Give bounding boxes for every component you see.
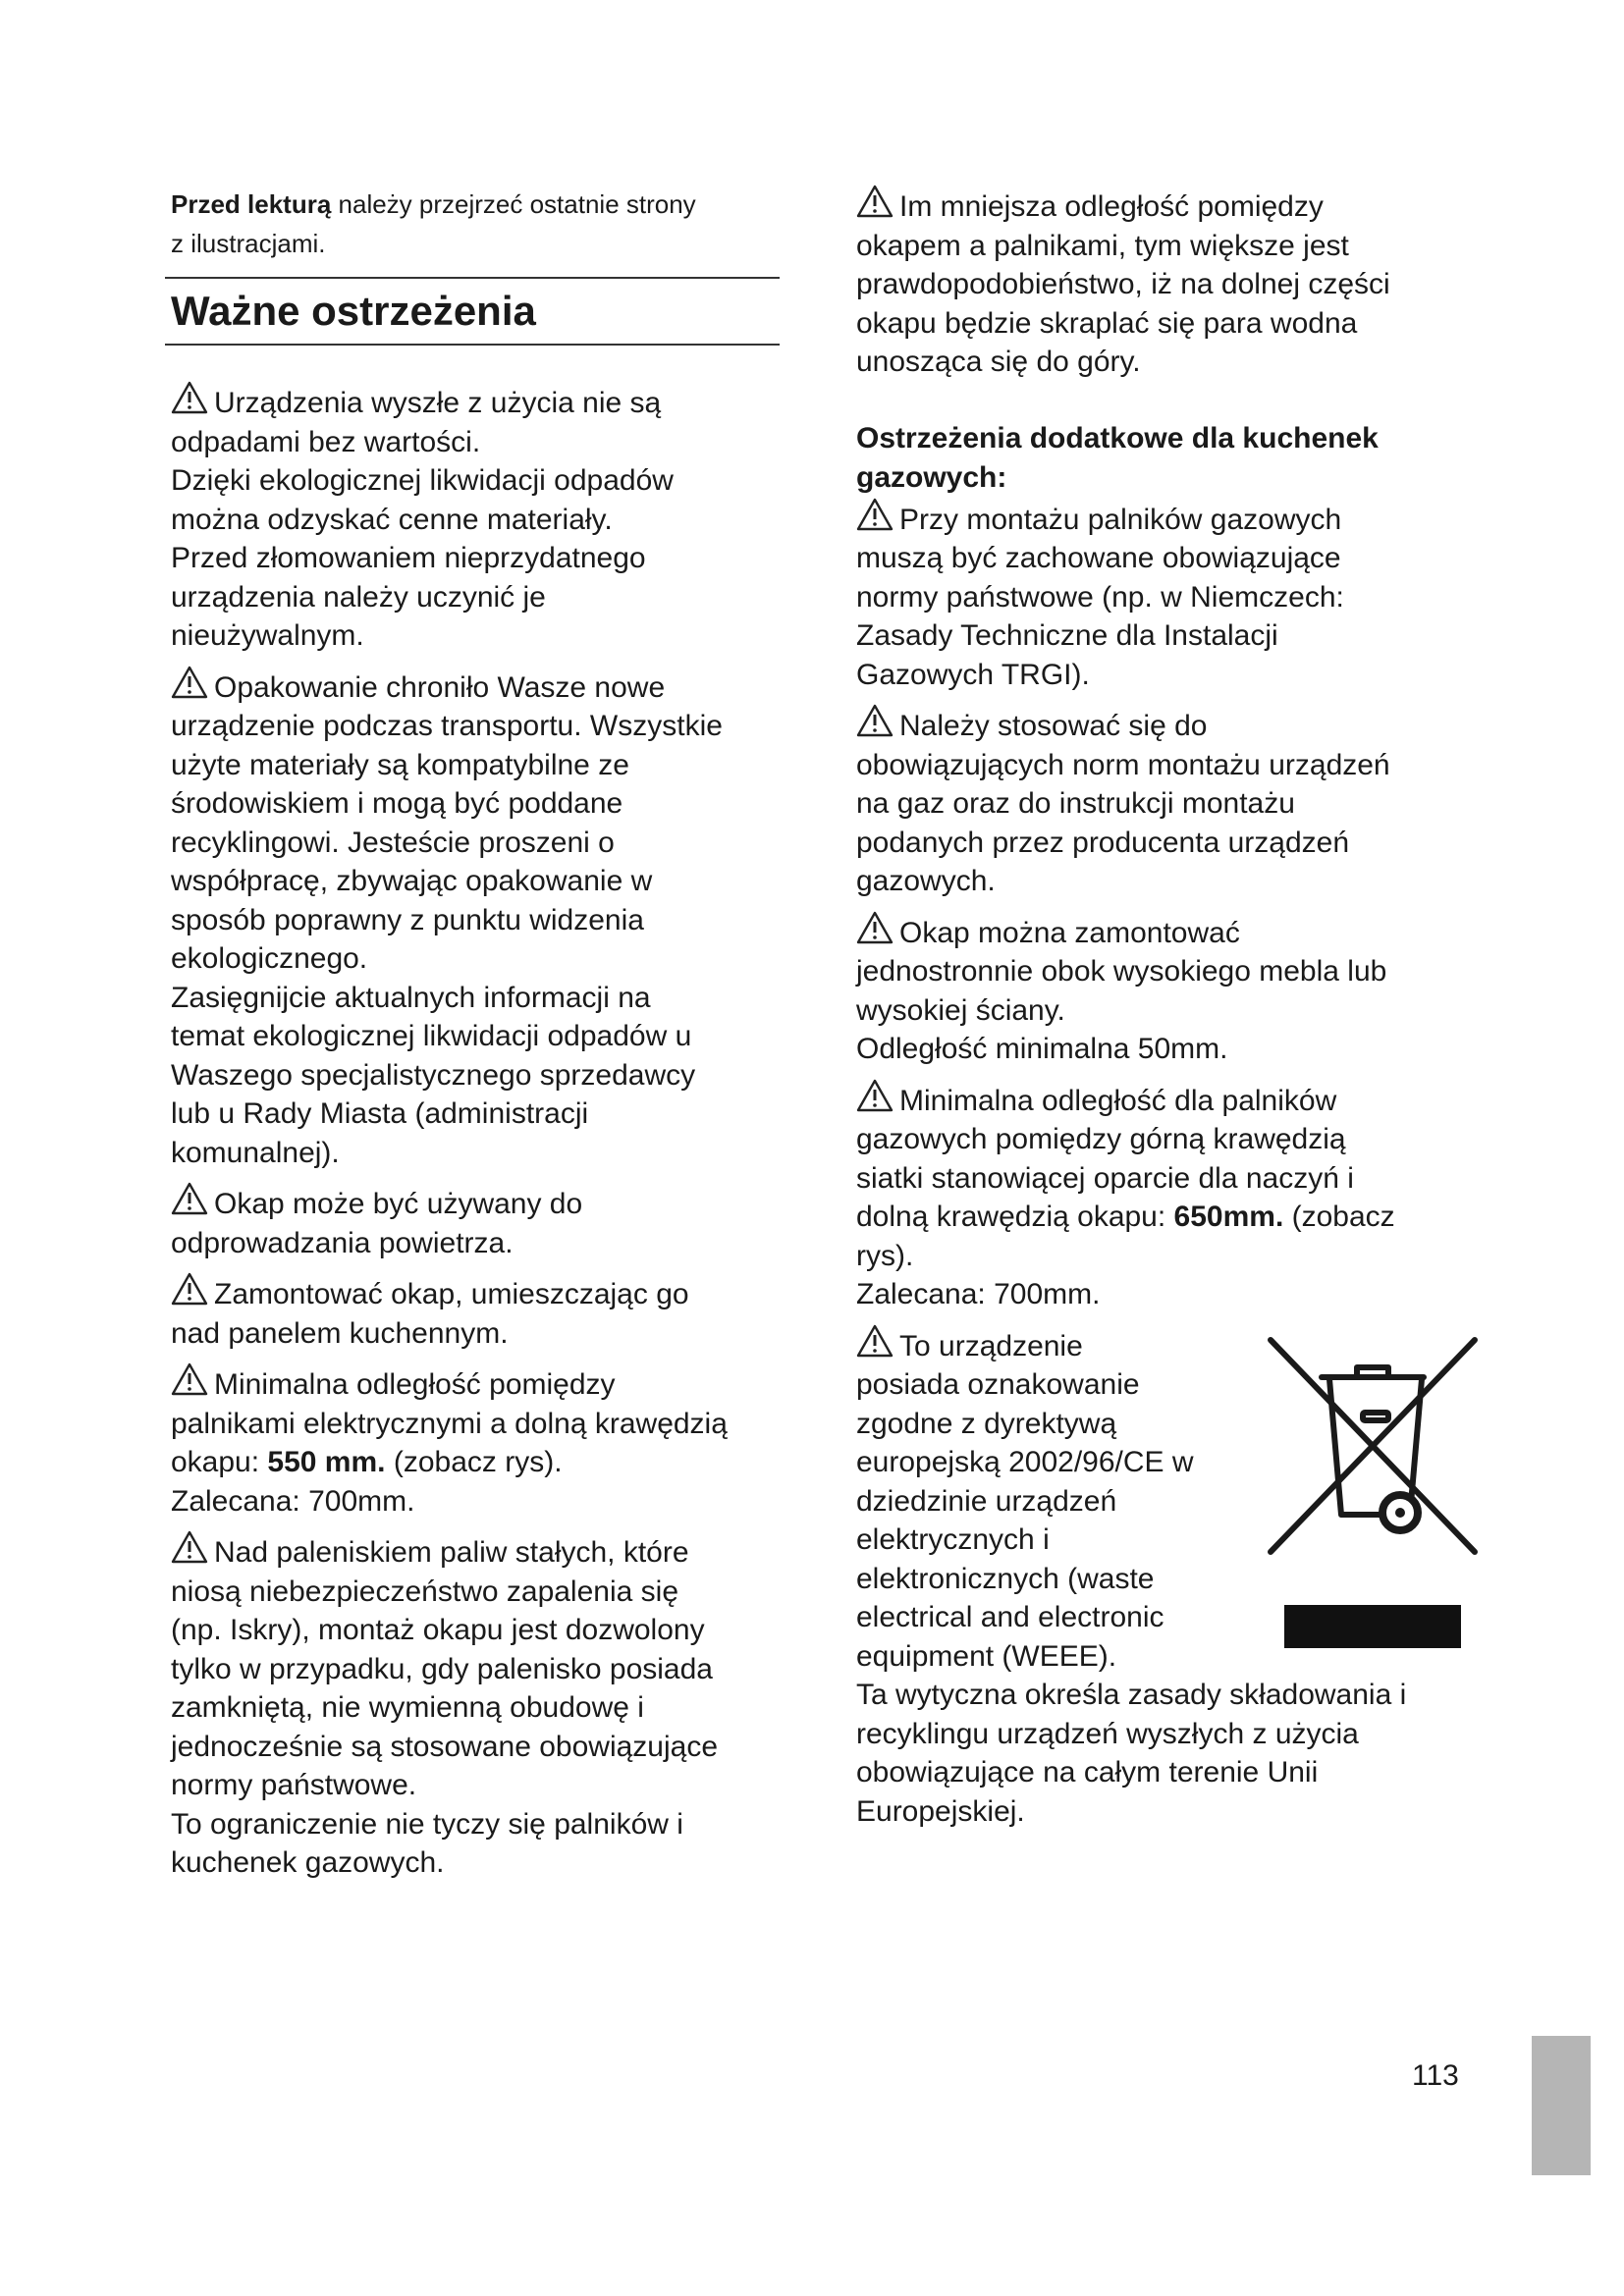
text-line: podanych przez producenta urządzeń bbox=[856, 826, 1350, 859]
text-line: tylko w przypadku, gdy palenisko posiada bbox=[171, 1652, 713, 1685]
text-line: okapu będzie skraplać się para wodna bbox=[856, 306, 1358, 340]
warning-text: Urządzenia wyszłe z użycia nie są bbox=[214, 387, 662, 419]
text-line bbox=[856, 1198, 1485, 1237]
warning-block bbox=[856, 185, 1485, 382]
page-title: Ważne ostrzeżenia bbox=[171, 288, 536, 334]
intro-line-1 bbox=[171, 185, 784, 224]
warning-text: To urządzenie bbox=[899, 1329, 1083, 1362]
warning-block bbox=[856, 911, 1485, 1069]
warning-text: Należy stosować się do bbox=[899, 710, 1208, 742]
crossed-out-wheelie-bin-icon bbox=[1267, 1332, 1479, 1560]
warning-triangle-icon bbox=[856, 498, 893, 531]
section-subheading: Ostrzeżenia dodatkowe dla kuchenek bbox=[856, 421, 1379, 454]
section-subheading: gazowych: bbox=[856, 460, 1007, 494]
warning-triangle-icon bbox=[171, 1362, 208, 1396]
text-line bbox=[171, 1443, 784, 1482]
text-line: gazowych. bbox=[856, 865, 996, 897]
warning-triangle-icon bbox=[171, 381, 208, 414]
text-line: środowiskiem i mogą być poddane bbox=[171, 787, 623, 820]
text-line: Ta wytyczna określa zasady składowania i bbox=[856, 1679, 1407, 1711]
warning-block bbox=[856, 498, 1485, 695]
text-line: muszą być zachowane obowiązujące bbox=[856, 542, 1341, 574]
text-line: electrical and electronic bbox=[856, 1601, 1164, 1633]
page-number: 113 bbox=[1412, 2059, 1459, 2092]
warning-block bbox=[171, 381, 784, 656]
warning-triangle-icon bbox=[856, 1324, 893, 1358]
text-line: zgodne z dyrektywą bbox=[856, 1407, 1117, 1440]
text-line: unosząca się do góry. bbox=[856, 346, 1141, 378]
right-column bbox=[856, 185, 1485, 1831]
text-fragment: (zobacz rys). bbox=[385, 1446, 563, 1478]
text-line: jednocześnie są stosowane obowiązujące bbox=[171, 1730, 719, 1763]
text-line: To ograniczenie nie tyczy się palników i bbox=[171, 1807, 683, 1841]
text-line: temat ekologicznej likwidacji odpadów u bbox=[171, 1020, 692, 1052]
text-line: siatki stanowiącej oparcie dla naczyń i bbox=[856, 1161, 1354, 1195]
text-line: Dzięki ekologicznej likwidacji odpadów bbox=[171, 464, 674, 497]
text-line: okapem a palnikami, tym większe jest bbox=[856, 229, 1349, 262]
warning-block bbox=[171, 1272, 784, 1353]
warning-text: Okap może być używany do bbox=[214, 1188, 583, 1220]
text-line: recyklingowi. Jesteście proszeni o bbox=[171, 826, 615, 859]
warning-triangle-icon bbox=[171, 1182, 208, 1215]
text-line: użyte materiały są kompatybilne ze bbox=[171, 748, 629, 781]
text-line: Zasięgnijcie aktualnych informacji na bbox=[171, 981, 651, 1014]
text-line: kuchenek gazowych. bbox=[171, 1846, 445, 1879]
text-line: (np. Iskry), montaż okapu jest dozwolony bbox=[171, 1614, 705, 1646]
text-line: obowiązujących norm montażu urządzeń bbox=[856, 748, 1390, 781]
text-fragment: okapu: bbox=[171, 1446, 268, 1478]
warning-triangle-icon bbox=[171, 1272, 208, 1306]
text-line: komunalnej). bbox=[171, 1136, 340, 1169]
intro-line-2: z ilustracjami. bbox=[171, 229, 326, 258]
weee-black-bar bbox=[1284, 1605, 1461, 1648]
warning-triangle-icon bbox=[171, 666, 208, 699]
warning-block bbox=[171, 1182, 784, 1262]
warning-text: Im mniejsza odległość pomiędzy bbox=[899, 190, 1324, 223]
text-line: Zalecana: 700mm. bbox=[171, 1484, 415, 1518]
text-line: urządzenie podczas transportu. Wszystkie bbox=[171, 710, 723, 742]
text-fragment: dolną krawędzią okapu: bbox=[856, 1201, 1174, 1233]
text-line: Przed złomowaniem nieprzydatnego bbox=[171, 542, 646, 574]
text-line: equipment (WEEE). bbox=[856, 1639, 1117, 1673]
text-line: recyklingu urządzeń wyszłych z użycia bbox=[856, 1717, 1359, 1750]
warning-block bbox=[171, 666, 784, 1173]
warning-text: Nad paleniskiem paliw stałych, które bbox=[214, 1536, 689, 1569]
text-line: na gaz oraz do instrukcji montażu bbox=[856, 787, 1295, 820]
text-line: prawdopodobieństwo, iż na dolnej części bbox=[856, 268, 1390, 300]
text-line: palnikami elektrycznymi a dolną krawędzią bbox=[171, 1407, 728, 1440]
text-line: wysokiej ściany. bbox=[856, 993, 1065, 1027]
text-line: sposób poprawny z punktu widzenia bbox=[171, 903, 644, 936]
warning-text: Zamontować okap, umieszczając go bbox=[214, 1278, 689, 1310]
text-line: Zasady Techniczne dla Instalacji bbox=[856, 619, 1278, 652]
text-line: europejską 2002/96/CE w bbox=[856, 1446, 1194, 1478]
text-line: odpadami bez wartości. bbox=[171, 425, 481, 458]
warning-triangle-icon bbox=[856, 185, 893, 218]
warning-text: Opakowanie chroniło Wasze nowe bbox=[214, 670, 666, 704]
warning-triangle-icon bbox=[171, 1530, 208, 1564]
text-line: Waszego specjalistycznego sprzedawcy bbox=[171, 1058, 696, 1092]
text-line: lub u Rady Miasta (administracji bbox=[171, 1097, 589, 1130]
text-line: Zalecana: 700mm. bbox=[856, 1278, 1101, 1310]
text-line: Europejskiej. bbox=[856, 1794, 1025, 1828]
warning-text: Przy montażu palników gazowych bbox=[899, 503, 1342, 536]
warning-triangle-icon bbox=[856, 911, 893, 944]
text-line: jednostronnie obok wysokiego mebla lub bbox=[856, 955, 1387, 988]
text-line: normy państwowe (np. w Niemczech: bbox=[856, 580, 1344, 614]
text-line: można odzyskać cenne materiały. bbox=[171, 503, 613, 536]
text-line: elektrycznych i bbox=[856, 1523, 1050, 1556]
text-line: ekologicznego. bbox=[171, 942, 368, 975]
text-line: gazowych pomiędzy górną krawędzią bbox=[856, 1123, 1346, 1155]
distance-value: 650mm. bbox=[1173, 1201, 1284, 1233]
text-line: urządzenia należy uczynić je bbox=[171, 580, 546, 614]
intro-rest: należy przejrzeć ostatnie strony bbox=[331, 189, 696, 219]
text-line: dziedzinie urządzeń bbox=[856, 1484, 1117, 1518]
warning-text: Minimalna odległość dla palników bbox=[899, 1084, 1337, 1117]
weee-block bbox=[856, 1324, 1485, 1677]
warning-text: Minimalna odległość pomiędzy bbox=[214, 1368, 616, 1401]
text-line: Odległość minimalna 50mm. bbox=[856, 1033, 1228, 1065]
text-line: posiada oznakowanie bbox=[856, 1368, 1140, 1401]
distance-value: 550 mm. bbox=[267, 1446, 386, 1478]
warning-triangle-icon bbox=[856, 704, 893, 737]
warning-block bbox=[171, 1362, 784, 1521]
text-line: nad panelem kuchennym. bbox=[171, 1316, 509, 1350]
warning-block bbox=[171, 1530, 784, 1883]
text-line: nieużywalnym. bbox=[171, 619, 364, 652]
text-line: normy państwowe. bbox=[171, 1769, 417, 1801]
text-line: współpracę, zbywając opakowanie w bbox=[171, 865, 653, 897]
left-column bbox=[171, 185, 784, 1883]
text-line: obowiązujące na całym terenie Unii bbox=[856, 1756, 1319, 1789]
warning-text: Okap można zamontować bbox=[899, 916, 1240, 949]
text-line: rys). bbox=[856, 1239, 914, 1272]
text-line: niosą niebezpieczeństwo zapalenia się bbox=[171, 1575, 679, 1608]
text-line: zamkniętą, nie wymienną obudowę i bbox=[171, 1691, 644, 1724]
warning-triangle-icon bbox=[856, 1079, 893, 1112]
text-fragment: (zobacz bbox=[1283, 1201, 1395, 1233]
warning-block bbox=[856, 704, 1485, 901]
intro-bold: Przed lekturą bbox=[171, 189, 332, 219]
text-line: Gazowych TRGI). bbox=[856, 658, 1090, 691]
warning-block bbox=[856, 1079, 1485, 1314]
side-thumb-tab bbox=[1532, 2036, 1591, 2175]
text-line: odprowadzania powietrza. bbox=[171, 1226, 514, 1259]
text-line: elektronicznych (waste bbox=[856, 1562, 1155, 1595]
